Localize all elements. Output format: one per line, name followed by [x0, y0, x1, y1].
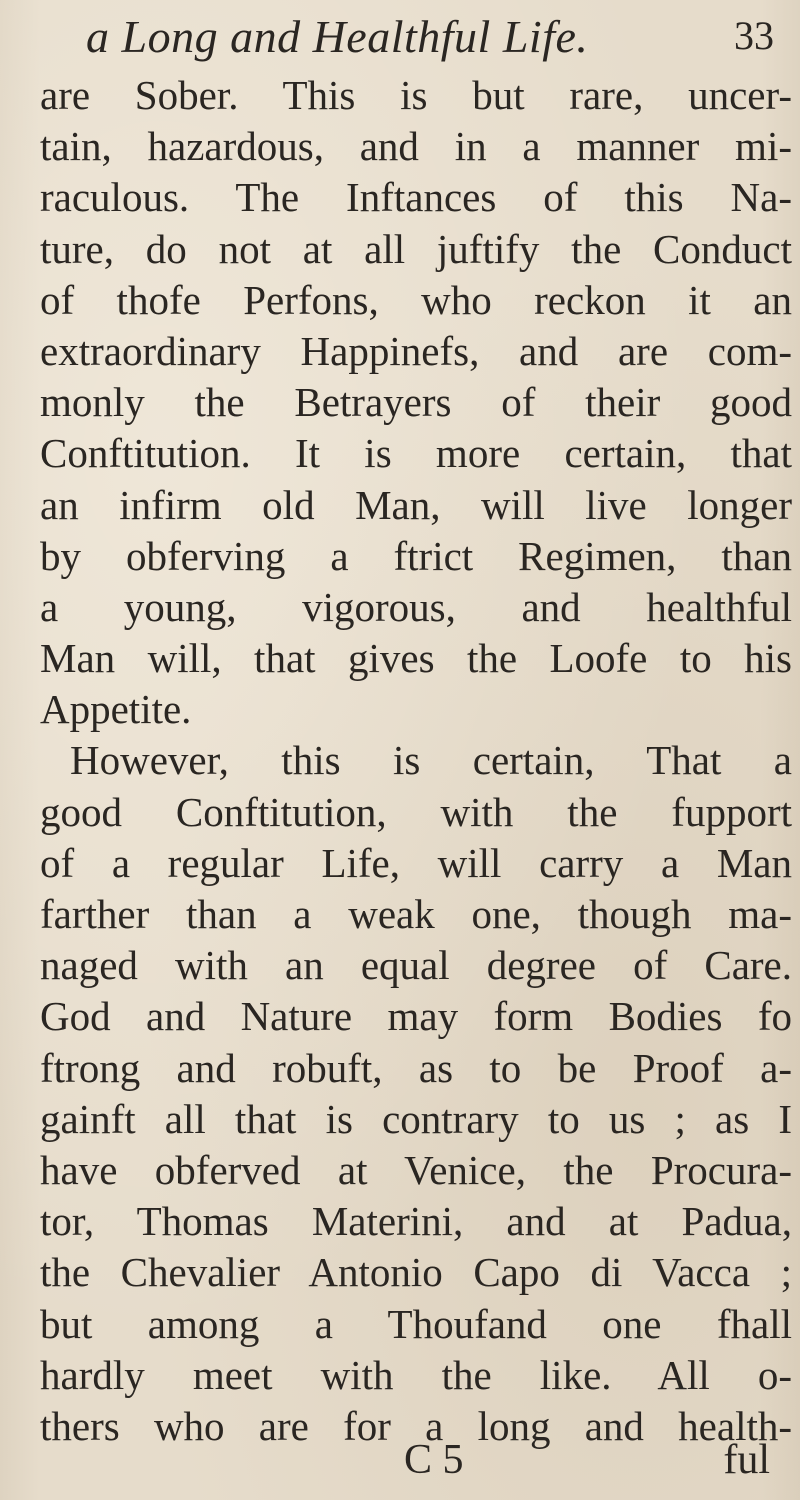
body-text: [40, 70, 792, 1452]
text-line: an infirm old Man, will live longer: [40, 481, 792, 528]
text-line: ftrong and robuft, as to be Proof a-: [40, 1044, 792, 1091]
catchword: ful: [723, 1437, 770, 1483]
text-line: are Sober. This is but rare, uncer-: [40, 72, 792, 118]
text-line: thers who are for a long and health-: [40, 1402, 792, 1449]
text-line: raculous. The Inftances of this Na-: [40, 174, 792, 221]
running-title: a Long and Healthful Life.: [86, 11, 589, 62]
text-line: have obferved at Venice, the Procura-: [40, 1146, 792, 1193]
text-line: farther than a weak one, though ma-: [40, 891, 792, 937]
running-head: [0, 6, 800, 70]
text-line: God and Nature may form Bodies fo: [40, 993, 792, 1040]
text-line: but among a Thoufand one fhall: [40, 1300, 792, 1347]
text-line: tor, Thomas Materini, and at Padua,: [40, 1198, 792, 1245]
text-line: good Conftitution, with the fupport: [40, 788, 792, 835]
text-line: Appetite.: [40, 686, 192, 733]
paragraph-first-line: However, this is certain, That a: [70, 737, 792, 784]
text-line: tain, hazardous, and in a manner mi-: [40, 123, 792, 170]
text-line: of a regular Life, will carry a Man: [40, 839, 792, 886]
text-line: ture, do not at all juftify the Conduct: [40, 225, 792, 272]
text-line: gainft all that is contrary to us ; as I: [40, 1095, 792, 1142]
signature-mark: C 5: [404, 1437, 464, 1483]
text-line: Conftitution. It is more certain, that: [40, 430, 792, 477]
text-line: Man will, that gives the Loofe to his: [40, 635, 792, 682]
text-line: by obferving a ftrict Regimen, than: [40, 532, 792, 579]
text-line: of thofe Perfons, who reckon it an: [40, 276, 792, 323]
text-line: hardly meet with the like. All o-: [40, 1351, 792, 1398]
text-line: a young, vigorous, and healthful: [40, 583, 792, 630]
page-footer: [0, 1432, 800, 1492]
text-line: naged with an equal degree of Care.: [40, 942, 792, 989]
text-line: extraordinary Happinefs, and are com-: [40, 327, 792, 374]
page-number: 33: [734, 13, 774, 58]
text-line: the Chevalier Antonio Capo di Vacca ;: [40, 1249, 792, 1296]
text-line: monly the Betrayers of their good: [40, 379, 792, 426]
